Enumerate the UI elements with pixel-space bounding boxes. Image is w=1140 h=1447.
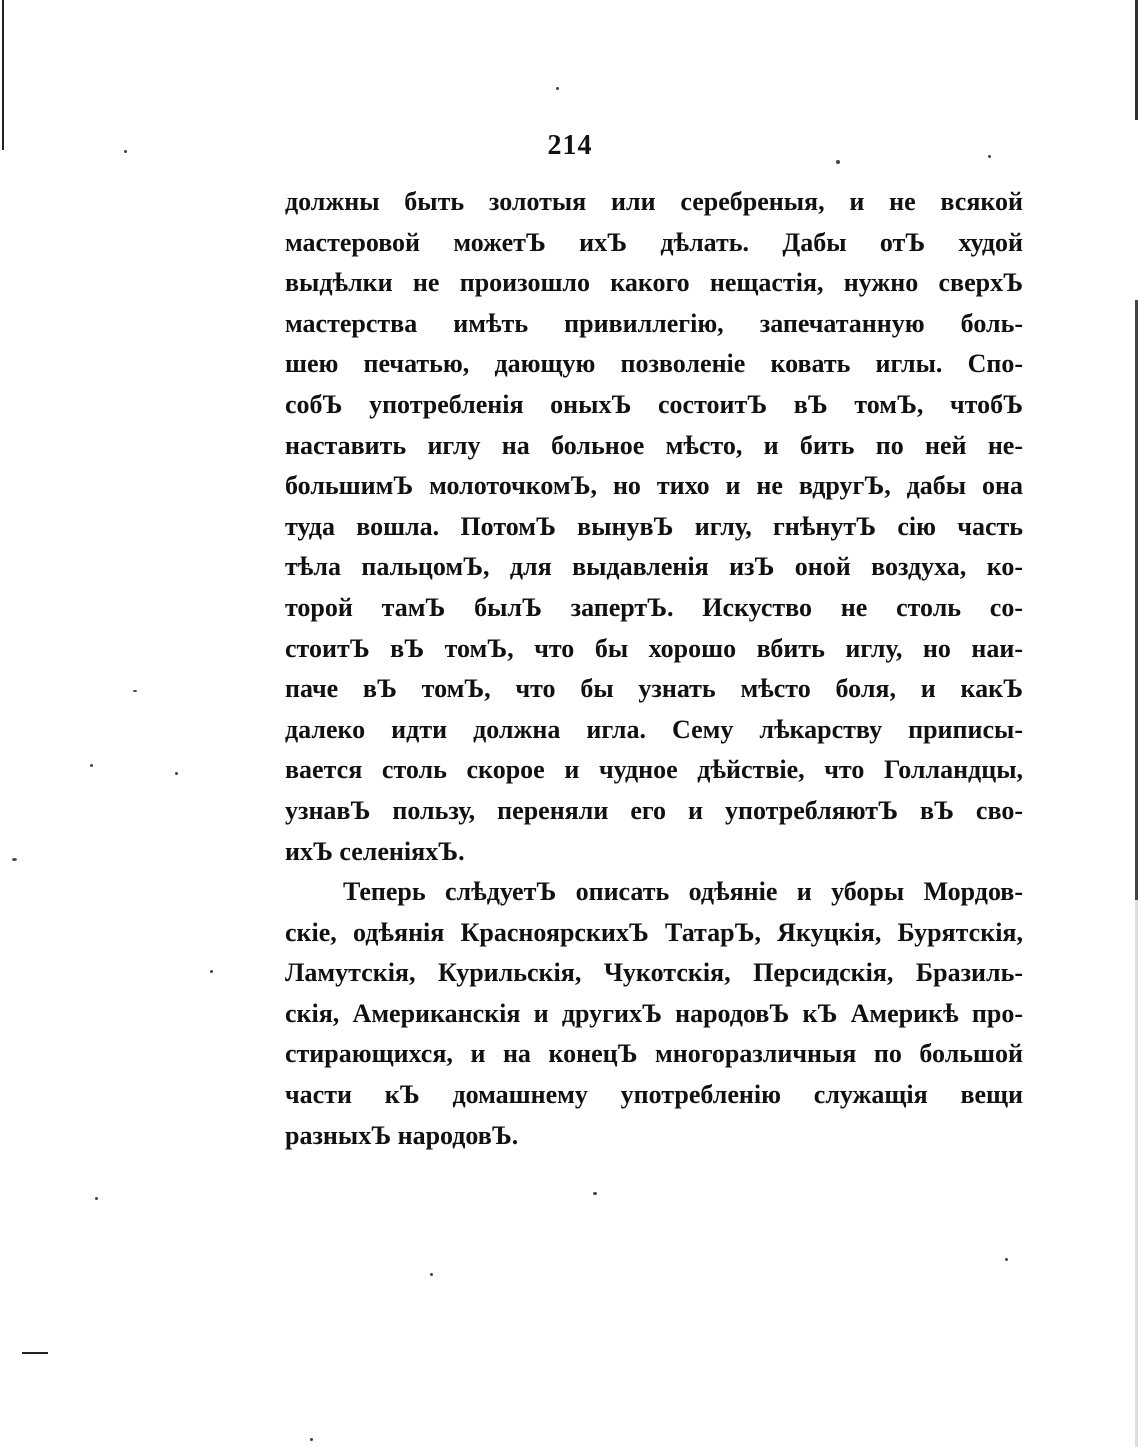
speck [90, 764, 93, 767]
text-line: туда вошла. ПотомЪ вынувЪ иглу, гнѣнутЪ сію часть [285, 511, 1023, 541]
speck [1005, 1258, 1008, 1261]
text-line: тѣла пальцомЪ, для выдавленія изЪ оной воздуха, ко- [285, 552, 1023, 582]
page-body [285, 182, 1023, 1156]
text-line: большимЪ молоточкомЪ, но тихо и не вдругЪ, дабы она [285, 471, 1023, 501]
text-line: Ламутскія, Курильскія, Чукотскія, Персидскія, Бразиль- [285, 958, 1023, 988]
text-line: наставить иглу на больное мѣсто, и бить по ней не- [285, 430, 1023, 460]
text-line: паче вЪ томЪ, что бы узнать мѣсто боля, и какЪ [285, 674, 1023, 704]
text-line: далеко идти должна игла. Сему лѣкарству приписы- [285, 714, 1023, 744]
speck [430, 1273, 433, 1276]
text-line: стоитЪ вЪ томЪ, что бы хорошо вбить иглу, но наи- [285, 633, 1023, 663]
text-line: стирающихся, и на конецЪ многоразличныя по большой [285, 1039, 1023, 1069]
text-line: скіе, одѣянія КрасноярскихЪ ТатарЪ, Якуцкія, Бурятскія, [285, 917, 1023, 947]
text-line: Теперь слѣдуетЪ описать одѣяніе и уборы Мордов- [343, 877, 1023, 907]
margin-mark [22, 1352, 48, 1354]
text-line: шею печатью, дающую позволеніе ковать иглы. Спо- [285, 349, 1023, 379]
text-line: вается столь скорое и чудное дѣйствіе, что Голландцы, [285, 755, 1023, 785]
speck [133, 690, 137, 692]
paragraph-2 [285, 872, 1023, 1156]
text-line: мастерства имѣть привиллегію, запечатанную боль- [285, 308, 1023, 338]
speck [95, 1197, 98, 1200]
text-line: части кЪ домашнему употребленію служащія вещи [285, 1080, 1023, 1110]
scan-edge-left [2, 0, 4, 150]
text-line: узнавЪ пользу, переняли его и употребляютЪ вЪ сво- [285, 795, 1023, 825]
speck [593, 1192, 597, 1195]
paragraph-1 [285, 182, 1023, 872]
scan-edge-right [1135, 0, 1138, 1447]
page-number: 214 [547, 130, 593, 161]
text-line: мастеровой можетЪ ихЪ дѣлать. Дабы отЪ худой [285, 227, 1023, 257]
text-line: торой тамЪ былЪ запертЪ. Искуство не столь со- [285, 592, 1023, 622]
speck [175, 772, 178, 775]
speck [12, 858, 17, 861]
speck [310, 1438, 313, 1441]
text-line: ихЪ селеніяхЪ. [285, 836, 465, 866]
text-line: разныхЪ народовЪ. [285, 1120, 519, 1150]
speck [556, 87, 559, 90]
speck [210, 970, 213, 973]
text-line: выдѣлки не произошло какого нещастія, нужно сверхЪ [285, 268, 1023, 298]
text-line: скія, Американскія и другихЪ народовЪ кЪ Америкѣ про- [285, 998, 1023, 1028]
text-line: должны быть золотыя или серебреныя, и не всякой [285, 187, 1023, 216]
text-line: собЪ употребленія оныхЪ состоитЪ вЪ томЪ, чтобЪ [285, 389, 1023, 419]
